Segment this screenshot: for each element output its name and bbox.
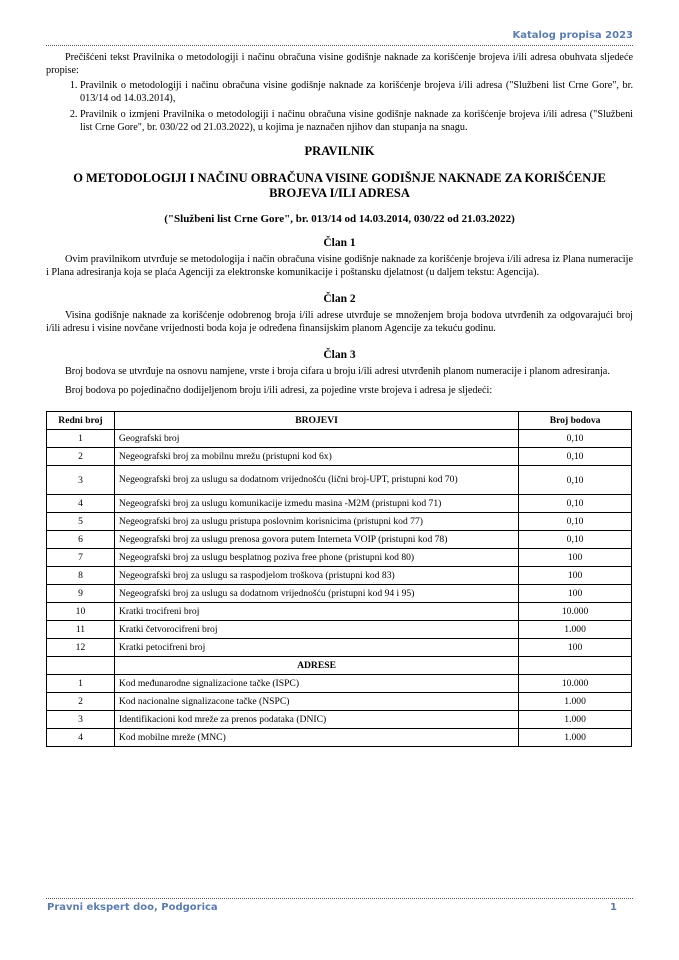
table-cell: 1 — [47, 675, 115, 693]
table-cell: 2 — [47, 693, 115, 711]
table-cell: Negeografski broj za uslugu pristupa poslovnim korisnicima (pristupni kod 77) — [114, 513, 518, 531]
table-cell — [47, 657, 115, 675]
table-row — [47, 603, 632, 621]
table-cell: Negeografski broj za uslugu sa raspodjelom troškova (pristupni kod 83) — [114, 567, 518, 585]
table-cell: 6 — [47, 531, 115, 549]
table-cell: 5 — [47, 513, 115, 531]
intro-list-item: 1. Pravilnik o metodologiji i načinu obračuna visine godišnje naknade za korišćenje brojeva i/ili adresa ("Službeni list Crne Gore", br. 013/14 od 14.03.2014), — [80, 80, 633, 105]
table-cell: Geografski broj — [114, 430, 518, 448]
table-cell: 9 — [47, 585, 115, 603]
table-cell: Negeografski broj za mobilnu mrežu (pristupni kod 6x) — [114, 448, 518, 466]
document-title: PRAVILNIK — [304, 144, 375, 158]
table-row — [47, 567, 632, 585]
footer-divider — [46, 898, 633, 899]
table-cell: 3 — [47, 711, 115, 729]
table-cell: Kratki četvorocifreni broj — [114, 621, 518, 639]
table-row — [47, 448, 632, 466]
table-row — [47, 513, 632, 531]
table-cell: 100 — [519, 567, 632, 585]
table-row — [47, 729, 632, 747]
table-cell: 11 — [47, 621, 115, 639]
table-row — [47, 531, 632, 549]
table-row — [47, 549, 632, 567]
intro-paragraph: Prečišćeni tekst Pravilnika o metodologiji i načinu obračuna visine godišnje naknade za korišćenje brojeva i/ili adresa obuhvata sljedeće propise: — [46, 52, 633, 76]
table-cell: 100 — [519, 585, 632, 603]
article-1-text: Ovim pravilnikom utvrđuje se metodologija i način obračuna visine godišnje naknade za korišćenje brojeva i/ili adresa iz Plana numeracije i Plana adresiranja koja se plaća Agenciji za elektronske komunikacije i poštansku djelatnost (u daljem tekstu: Agencija). — [46, 254, 633, 278]
table-cell: 12 — [47, 639, 115, 657]
points-table — [46, 411, 632, 747]
table-cell: 1.000 — [519, 711, 632, 729]
table-cell: 0,10 — [519, 513, 632, 531]
document-body — [46, 51, 633, 747]
table-cell: 1.000 — [519, 621, 632, 639]
article-3-text-2: Broj bodova po pojedinačno dodijeljenom broju i/ili adresi, za pojedine vrste brojeva i adresa je sljedeći: — [65, 385, 493, 396]
table-cell: 1.000 — [519, 729, 632, 747]
table-cell: 0,10 — [519, 531, 632, 549]
table-row — [47, 621, 632, 639]
table-cell: 2 — [47, 448, 115, 466]
table-cell: Kod međunarodne signalizacione tačke (ISPC) — [114, 675, 518, 693]
table-cell: 10.000 — [519, 603, 632, 621]
footer-company: Pravni ekspert doo, Podgorica — [47, 902, 218, 913]
table-cell: 3 — [47, 466, 115, 495]
table-row — [47, 430, 632, 448]
column-header-points: Broj bodova — [519, 412, 632, 430]
intro-list — [46, 80, 633, 134]
table-cell: 0,10 — [519, 466, 632, 495]
article-2-text: Visina godišnje naknade za korišćenje odobrenog broja i/ili adrese utvrđuje se množenjem broja bodova utvrđenih za odgovarajući broj i/ili adresu i visine novčane vrijednosti boda koja je određena finansijskim planom Agencije za tekuću godinu. — [46, 310, 633, 334]
article-2-heading: Član 2 — [323, 293, 356, 305]
table-cell: 7 — [47, 549, 115, 567]
table-row — [47, 466, 632, 495]
brojevi-rows — [47, 430, 632, 747]
table-cell: 8 — [47, 567, 115, 585]
catalog-header: Katalog propisa 2023 — [512, 30, 633, 41]
column-header-no: Redni broj — [47, 412, 115, 430]
table-row — [47, 693, 632, 711]
table-cell: Identifikacioni kod mreže za prenos podataka (DNIC) — [114, 711, 518, 729]
gazette-reference: ("Službeni list Crne Gore", br. 013/14 od 14.03.2014, 030/22 od 21.03.2022) — [164, 213, 515, 225]
table-row — [47, 711, 632, 729]
table-cell: Negeografski broj za uslugu prenosa govora putem Interneta VOIP (pristupni kod 78) — [114, 531, 518, 549]
document-subtitle: O METODOLOGIJI I NAČINU OBRAČUNA VISINE GODIŠNJE NAKNADE ZA KORIŠĆENJE BROJEVA I/ILI ADRESA — [73, 171, 606, 200]
table-cell: Negeografski broj za uslugu komunikacije izmedu masina -M2M (pristupni kod 71) — [114, 495, 518, 513]
table-cell: Kod mobilne mreže (MNC) — [114, 729, 518, 747]
column-header-brojevi: BROJEVI — [114, 412, 518, 430]
table-cell: 1 — [47, 430, 115, 448]
table-cell: 1.000 — [519, 693, 632, 711]
table-cell: 4 — [47, 729, 115, 747]
table-row — [47, 495, 632, 513]
table-cell: 100 — [519, 639, 632, 657]
header-divider — [46, 45, 633, 46]
intro-list-item: 2. Pravilnik o izmjeni Pravilnika o metodologiji i načinu obračuna visine godišnje naknade za korišćenje brojeva i/ili adresa ("Službeni list Crne Gore", br. 030/22 od 21.03.2022), u kojima je naznačen njihov dan stupanja na snagu. — [80, 109, 633, 134]
table-cell: Kratki trocifreni broj — [114, 603, 518, 621]
table-row — [47, 585, 632, 603]
table-cell: Kod nacionalne signalizacone tačke (NSPC) — [114, 693, 518, 711]
page-number: 1 — [610, 902, 617, 913]
table-cell: 0,10 — [519, 448, 632, 466]
table-cell: Negeografski broj za uslugu besplatnog poziva free phone (pristupni kod 80) — [114, 549, 518, 567]
table-cell: Negeografski broj za uslugu sa dodatnom vrijednošću (lični broj-UPT, pristupni kod 70) — [114, 466, 518, 495]
table-cell: 10.000 — [519, 675, 632, 693]
table-cell — [519, 657, 632, 675]
article-3-heading: Član 3 — [323, 349, 356, 361]
table-row — [47, 639, 632, 657]
article-1-heading: Član 1 — [323, 237, 356, 249]
table-cell: ADRESE — [114, 657, 518, 675]
table-cell: Negeografski broj za uslugu sa dodatnom vrijednošću (pristupni kod 94 i 95) — [114, 585, 518, 603]
adrese-section-header — [47, 657, 632, 675]
table-cell: 10 — [47, 603, 115, 621]
table-cell: 100 — [519, 549, 632, 567]
table-cell: 0,10 — [519, 430, 632, 448]
table-cell: 0,10 — [519, 495, 632, 513]
table-row — [47, 675, 632, 693]
table-cell: 4 — [47, 495, 115, 513]
article-3-text-1: Broj bodova se utvrđuje na osnovu namjene, vrste i broja cifara u broju i/ili adresi utvrđenih planom numeracije i planom adresiranja. — [65, 366, 610, 377]
table-cell: Kratki petocifreni broj — [114, 639, 518, 657]
